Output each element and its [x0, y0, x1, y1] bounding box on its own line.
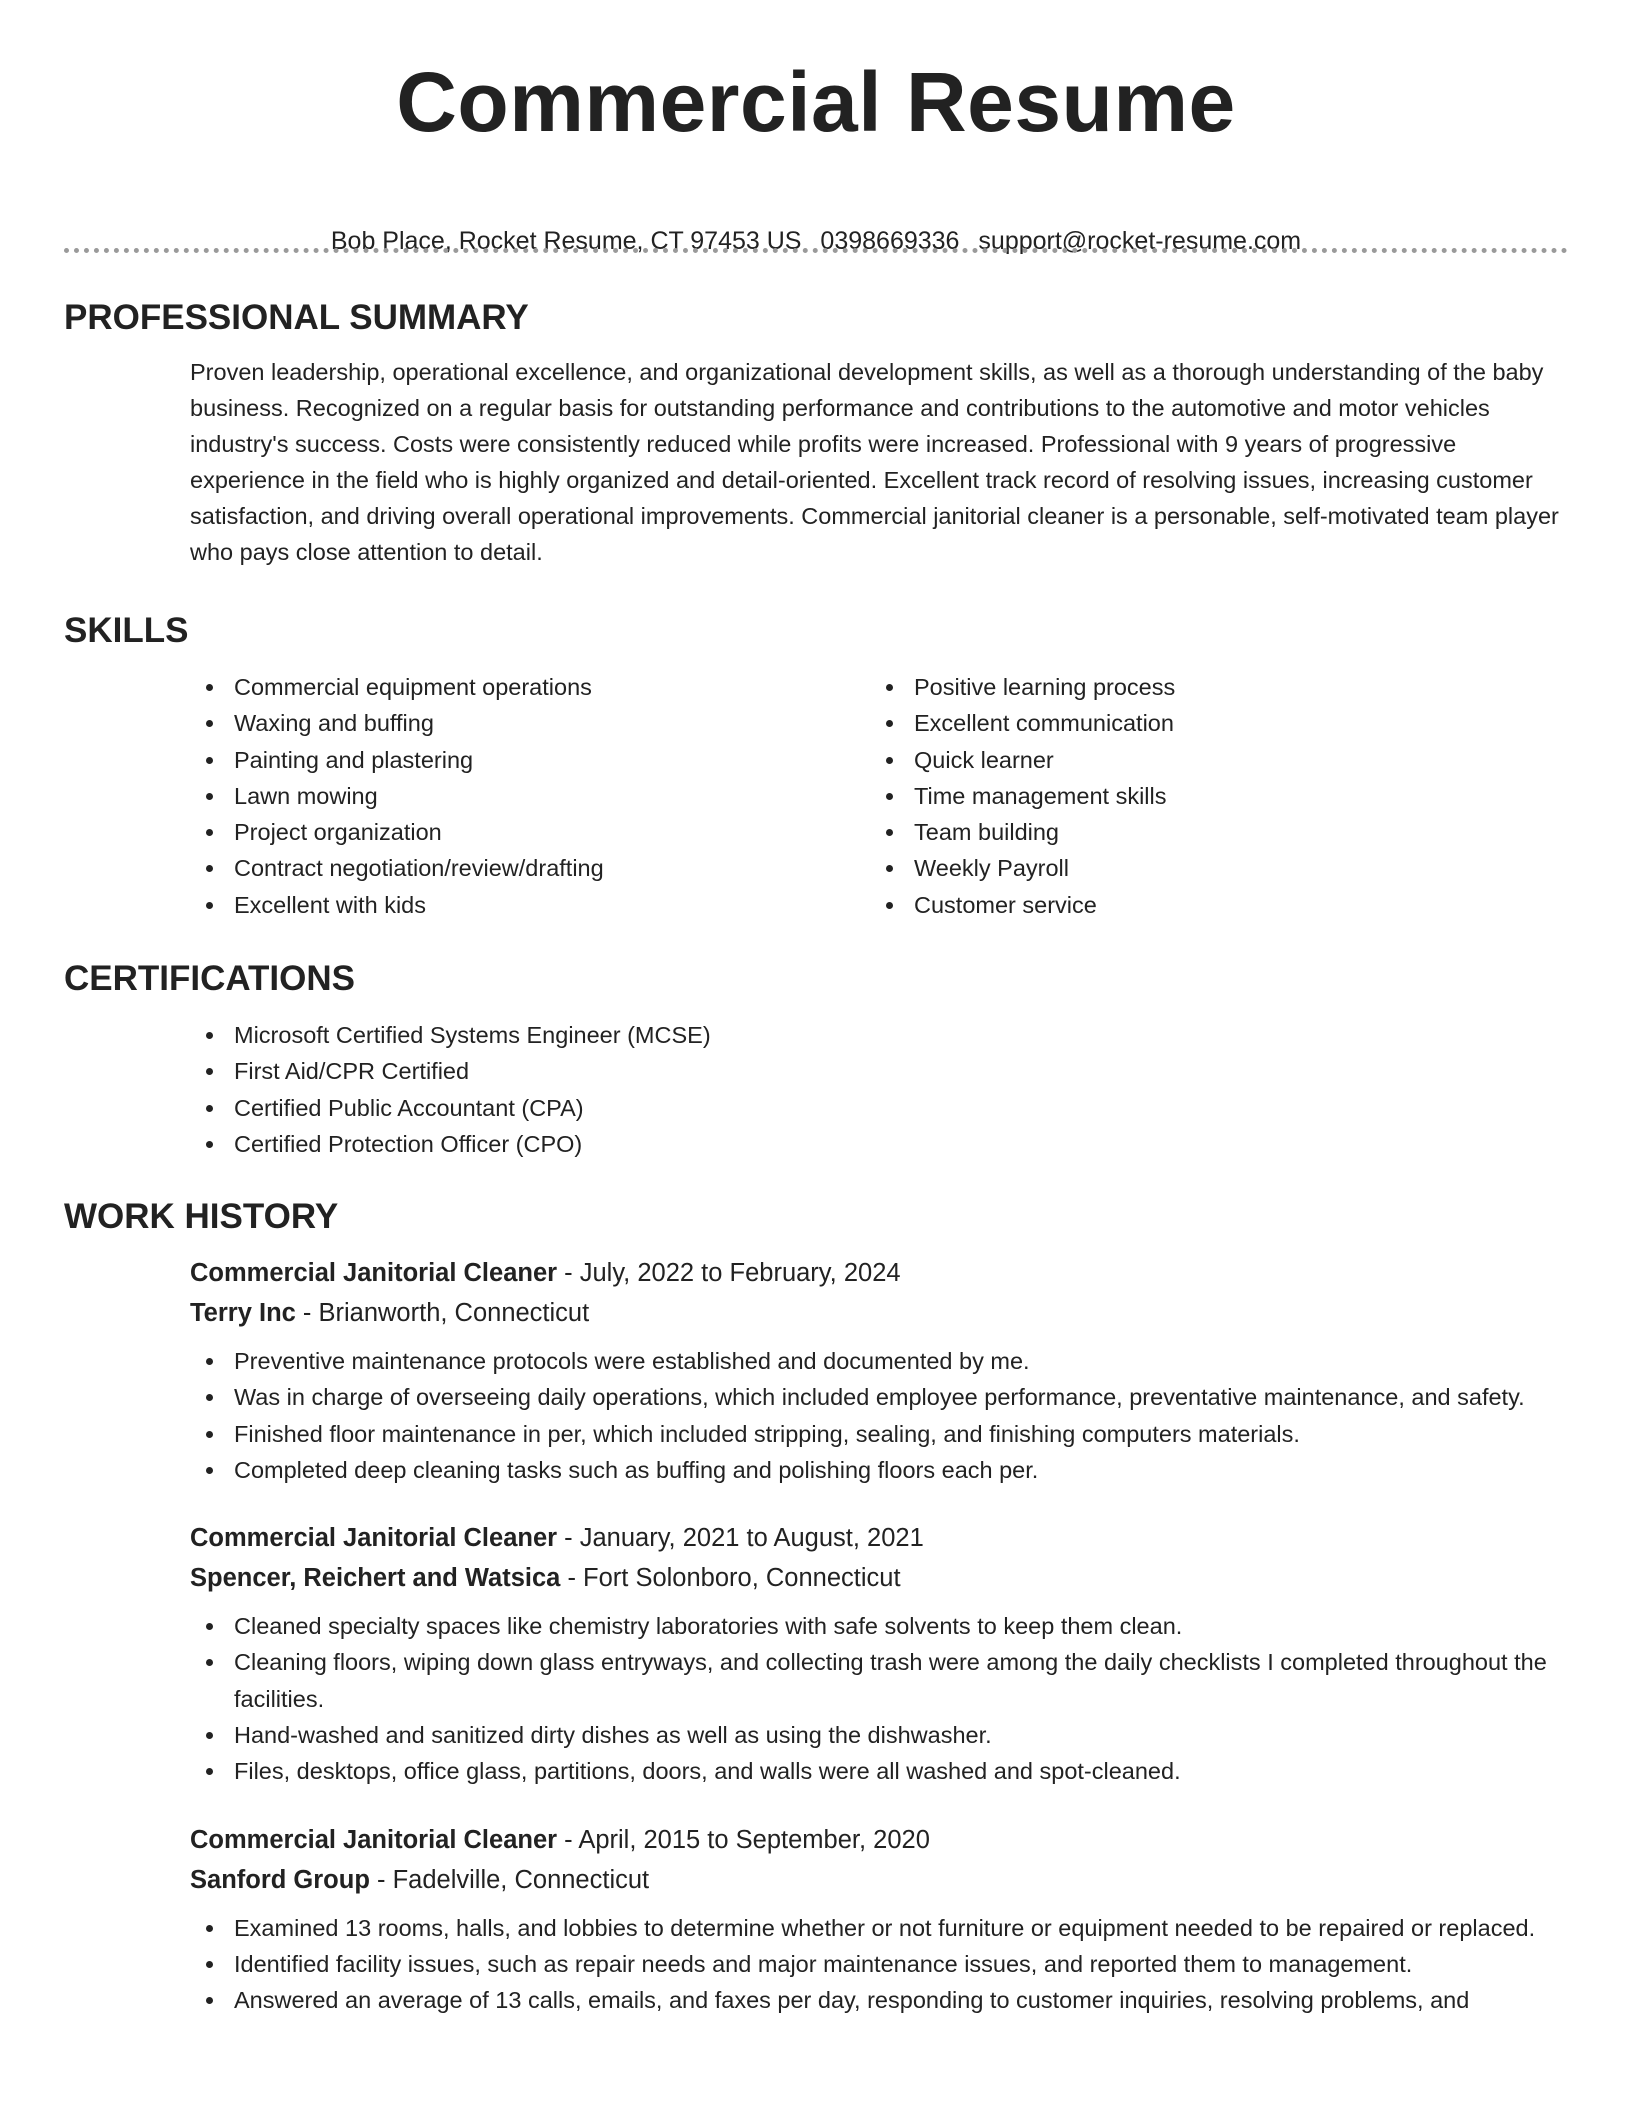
skill-item: Quick learner [870, 742, 1550, 778]
job-location: - Fort Solonboro, Connecticut [560, 1564, 901, 1593]
certification-item: Microsoft Certified Systems Engineer (MCSE) [190, 1017, 1568, 1053]
job-title-line [190, 1518, 1568, 1558]
job-duty: Files, desktops, office glass, partitions, doors, and walls were all washed and spot-cleaned. [190, 1753, 1568, 1789]
skill-item: Project organization [190, 814, 870, 850]
certifications-list [190, 1017, 1568, 1162]
job-duty: Hand-washed and sanitized dirty dishes as well as using the dishwasher. [190, 1717, 1568, 1753]
skill-item: Weekly Payroll [870, 850, 1550, 886]
summary-section [64, 296, 1568, 570]
job-company: Sanford Group [190, 1865, 370, 1894]
skill-item: Contract negotiation/review/drafting [190, 850, 870, 886]
work-history-section [64, 1195, 1568, 2019]
job-dates: - July, 2022 to February, 2024 [557, 1259, 901, 1287]
job-duty: Completed deep cleaning tasks such as buffing and polishing floors each per. [190, 1452, 1568, 1488]
job-duty: Identified facility issues, such as repair needs and major maintenance issues, and reported them to management. [190, 1946, 1568, 1982]
job-location: - Brianworth, Connecticut [295, 1299, 590, 1327]
job-title-line [190, 1253, 1568, 1293]
summary-text: Proven leadership, operational excellence, and organizational development skills, as well as a thorough understanding of the baby business. Recognized on a regular basis for outstanding performance and contributions to the automotive and motor vehicles industry's success. Costs were consistently reduced while profits were increased. Professional with 9 years of progressive experience in the field who is highly organized and detail-oriented. Excellent track record of resolving issues, increasing customer satisfaction, and driving overall operational improvements. Commercial janitorial cleaner is a personable, self-motivated team player who pays close attention to detail. [190, 359, 1559, 565]
summary-heading: PROFESSIONAL SUMMARY [64, 298, 529, 337]
job-entry [190, 1518, 1568, 1789]
skill-item: Team building [870, 814, 1550, 850]
job-duties-list [190, 1343, 1568, 1488]
resume-title: Commercial Resume [396, 55, 1236, 149]
job-duty: Finished floor maintenance in per, which included stripping, sealing, and finishing computers materials. [190, 1416, 1568, 1452]
job-title: Commercial Janitorial Cleaner [190, 1524, 558, 1553]
job-entry [190, 1253, 1568, 1488]
job-duty: Cleaned specialty spaces like chemistry laboratories with safe solvents to keep them clean. [190, 1608, 1568, 1644]
skill-item: Excellent with kids [190, 887, 870, 923]
skill-item: Customer service [870, 887, 1550, 923]
job-duty: Cleaning floors, wiping down glass entryways, and collecting trash were among the daily checklists I completed throughout the facilities. [190, 1644, 1568, 1717]
job-duties-list [190, 1608, 1568, 1789]
header-divider [64, 248, 1568, 253]
job-company: Terry Inc [190, 1299, 296, 1327]
job-title: Commercial Janitorial Cleaner [190, 1259, 558, 1287]
skill-item: Time management skills [870, 778, 1550, 814]
work-history-heading: WORK HISTORY [64, 1197, 339, 1236]
job-company-line [190, 1558, 1568, 1598]
skill-item: Positive learning process [870, 669, 1550, 705]
job-duty: Examined 13 rooms, halls, and lobbies to determine whether or not furniture or equipment needed to be repaired or replaced. [190, 1910, 1568, 1946]
contact-email: support@rocket-resume.com [978, 227, 1302, 255]
job-duties-list [190, 1910, 1568, 2019]
job-duty: Preventive maintenance protocols were established and documented by me. [190, 1343, 1568, 1379]
job-duty: Answered an average of 13 calls, emails, and faxes per day, responding to customer inquiries, resolving problems, and [190, 1982, 1568, 2018]
skills-heading: SKILLS [64, 611, 189, 650]
job-entry [190, 1820, 1568, 2019]
certification-item: Certified Protection Officer (CPO) [190, 1126, 1568, 1162]
certifications-section [64, 957, 1568, 1162]
skills-list-left [190, 669, 870, 923]
contact-phone: 0398669336 [820, 227, 960, 255]
certification-item: First Aid/CPR Certified [190, 1053, 1568, 1089]
job-company: Spencer, Reichert and Watsica [190, 1564, 561, 1593]
certification-item: Certified Public Accountant (CPA) [190, 1090, 1568, 1126]
skill-item: Waxing and buffing [190, 705, 870, 741]
job-dates: - April, 2015 to September, 2020 [557, 1825, 930, 1854]
contact-address: Bob Place, Rocket Resume, CT 97453 US [330, 227, 802, 255]
skill-item: Lawn mowing [190, 778, 870, 814]
skill-item: Commercial equipment operations [190, 669, 870, 705]
job-company-line [190, 1293, 1568, 1333]
skill-item: Excellent communication [870, 705, 1550, 741]
job-title-line [190, 1820, 1568, 1860]
skill-item: Painting and plastering [190, 742, 870, 778]
skills-list-right [870, 669, 1550, 923]
job-company-line [190, 1860, 1568, 1900]
certifications-heading: CERTIFICATIONS [64, 959, 356, 998]
job-title: Commercial Janitorial Cleaner [190, 1825, 558, 1854]
job-dates: - January, 2021 to August, 2021 [557, 1524, 924, 1553]
skills-section [64, 609, 1568, 923]
job-location: - Fadelville, Connecticut [369, 1865, 650, 1894]
job-duty: Was in charge of overseeing daily operations, which included employee performance, preventative maintenance, and safety. [190, 1379, 1568, 1415]
